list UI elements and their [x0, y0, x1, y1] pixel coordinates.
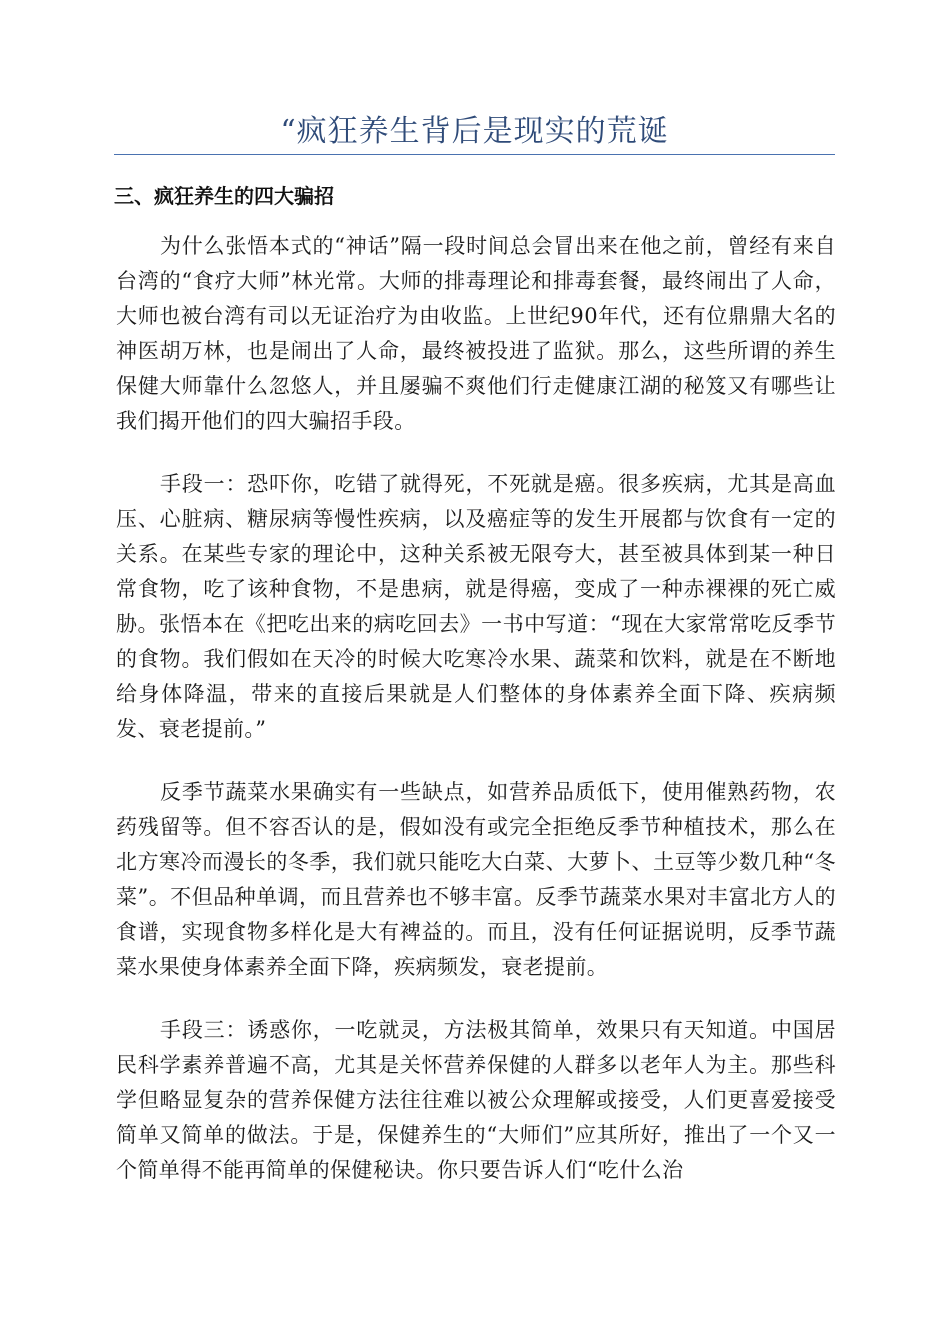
- title-underline-divider: [114, 154, 835, 155]
- body-text: [116, 229, 836, 1216]
- document-title: “疯狂养生背后是现实的荒诞: [280, 114, 669, 149]
- paragraph-off-season-produce: 反季节蔬菜水果确实有一些缺点，如营养品质低下，使用催熟药物，农药残留等。但不容否认的是，假如没有或完全拒绝反季节种植技术，那么在北方寒冷而漫长的冬季，我们就只能吃大白菜、大萝卜、土豆等少数几种“冬菜”。不但品种单调，而且营养也不够丰富。反季节蔬菜水果对丰富北方人的食谱，实现食物多样化是大有裨益的。而且，没有任何证据说明，反季节蔬菜水果使身体素养全面下降，疾病频发，衰老提前。: [116, 780, 836, 979]
- section-heading: 三、疯狂养生的四大骗招: [114, 184, 334, 208]
- paragraph-method-one: 手段一：恐吓你，吃错了就得死，不死就是癌。很多疾病，尤其是高血压、心脏病、糖尿病等慢性疾病，以及癌症等的发生开展都与饮食有一定的关系。在某些专家的理论中，这种关系被无限夸大，甚至被具体到某一种日常食物，吃了该种食物，不是患病，就是得癌，变成了一种赤裸裸的死亡威胁。张悟本在《把吃出来的病吃回去》一书中写道：“现在大家常常吃反季节的食物。我们假如在天冷的时候大吃寒冷水果、蔬菜和饮料，就是在不断地给身体降温，带来的直接后果就是人们整体的身体素养全面下降、疾病频发、衰老提前。”: [116, 472, 836, 741]
- paragraph-method-three: 手段三：诱惑你，一吃就灵，方法极其简单，效果只有天知道。中国居民科学素养普遍不高，尤其是关怀营养保健的人群多以老年人为主。那些科学但略显复杂的营养保健方法往往难以被公众理解或接受，人们更喜爱接受简单又简单的做法。于是，保健养生的“大师们”应其所好，推出了一个又一个简单得不能再简单的保健秘诀。你只要告诉人们“吃什么治: [116, 1018, 836, 1182]
- paragraph-intro: 为什么张悟本式的“神话”隔一段时间总会冒出来在他之前，曾经有来自台湾的“食疗大师”林光常。大师的排毒理论和排毒套餐，最终闹出了人命，大师也被台湾有司以无证治疗为由收监。上世纪90年代，还有位鼎鼎大名的神医胡万林，也是闹出了人命，最终被投进了监狱。那么，这些所谓的养生保健大师靠什么忽悠人，并且屡骗不爽他们行走健康江湖的秘笈又有哪些让我们揭开他们的四大骗招手段。: [116, 234, 836, 433]
